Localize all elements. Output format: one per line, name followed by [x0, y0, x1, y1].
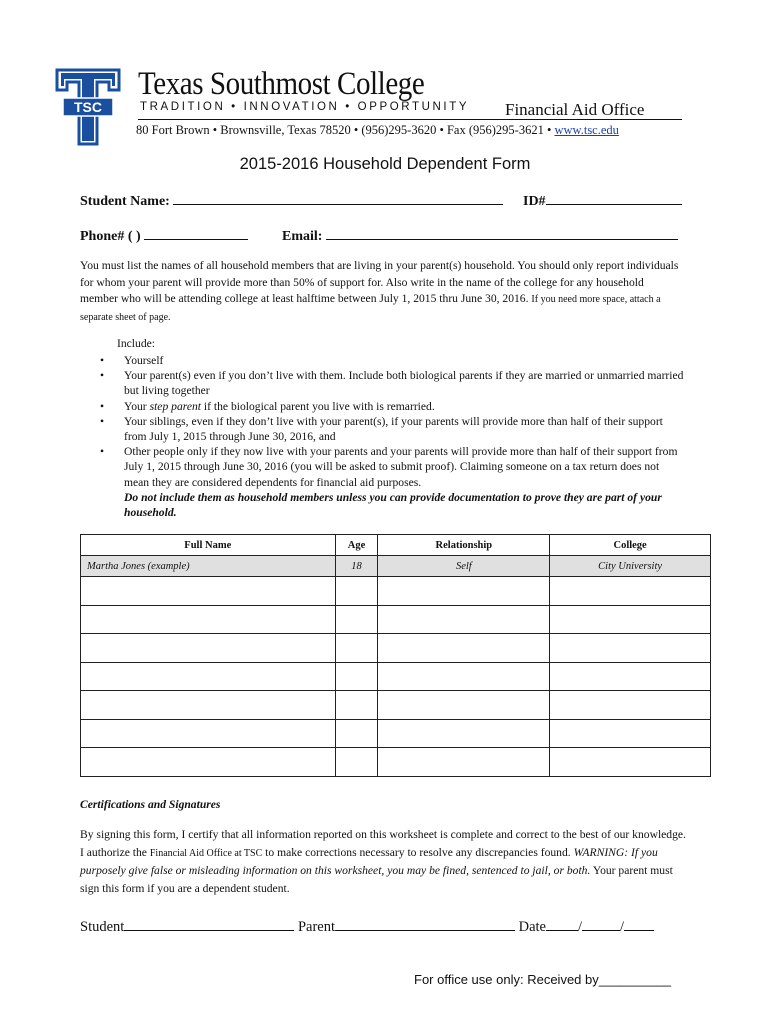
header-rule: [138, 119, 682, 120]
age-cell[interactable]: [335, 719, 378, 748]
list-item-text: Yourself: [124, 354, 164, 367]
cert-text: Your parent must sign this form if you are a dependent student.: [80, 864, 673, 895]
instructions-paragraph: [80, 258, 684, 326]
include-label: Include:: [117, 337, 155, 350]
list-item: [100, 414, 685, 444]
name-cell[interactable]: [81, 662, 336, 691]
relationship-cell[interactable]: [378, 634, 550, 663]
include-list: [100, 353, 685, 490]
list-item-text: Other people only if they now live with your parents and your parents will provide more than half of their support from July 1, 2015 through June 30, 2016 (you will be asked to submit proof). Claiming someone on a tax return does not mean they are considered dependents for financial aid purposes.: [124, 445, 678, 489]
age-cell[interactable]: [335, 748, 378, 777]
list-item-text: Your: [124, 399, 150, 413]
student-signature-label: Student: [80, 919, 125, 935]
date-label: Date: [518, 919, 546, 935]
parent-signature-label: Parent: [297, 919, 335, 935]
date-separator: /: [620, 919, 625, 935]
example-name: Martha Jones (example): [81, 556, 336, 577]
age-cell[interactable]: [335, 577, 378, 606]
tsc-logo: [55, 68, 121, 146]
name-cell[interactable]: [81, 748, 336, 777]
list-item-text: if the biological parent you live with is remarried.: [201, 399, 435, 413]
student-signature-field[interactable]: [124, 917, 294, 931]
college-cell[interactable]: [550, 577, 711, 606]
logo-text: TSC: [74, 99, 102, 115]
college-cell[interactable]: [550, 605, 711, 634]
list-item-text: Your parent(s) even if you don’t live with them. Include both biological parents if they are married or unmarried married but living together: [124, 369, 684, 398]
certifications-paragraph: [80, 826, 690, 897]
id-label: ID#: [523, 194, 546, 209]
bullet-icon: •: [100, 414, 105, 428]
name-cell[interactable]: [81, 634, 336, 663]
list-item: [100, 444, 685, 490]
cert-warning: WARNING: If you purposely give false or misleading information on this worksheet, you may be fined, sentenced to jail, or both.: [80, 845, 658, 877]
phone-row: [80, 227, 248, 245]
cert-text-small: Financial Aid Office at TSC: [149, 847, 263, 859]
example-row: [81, 556, 711, 577]
date-year-field[interactable]: [624, 917, 654, 931]
relationship-cell[interactable]: [378, 577, 550, 606]
list-item: [100, 353, 685, 368]
email-row: [282, 227, 678, 245]
example-college: City University: [550, 556, 711, 577]
header-full-name: Full Name: [81, 535, 336, 556]
date-day-field[interactable]: [582, 917, 620, 931]
bullet-icon: •: [100, 399, 105, 413]
household-table: [80, 534, 711, 777]
student-name-field[interactable]: [173, 192, 503, 205]
date-separator: /: [577, 919, 583, 935]
parent-signature-field[interactable]: [335, 917, 515, 931]
header-age: Age: [335, 535, 378, 556]
office-use-note: For office use only: Received by__________: [414, 972, 672, 987]
bullet-icon: •: [100, 445, 105, 459]
bullet-icon: •: [100, 369, 105, 383]
student-name-row: [80, 192, 503, 210]
age-cell[interactable]: [335, 691, 378, 720]
relationship-cell[interactable]: [378, 605, 550, 634]
address-text: 80 Fort Brown • Brownsville, Texas 78520 • (956)295-3620 • Fax (956)295-3621 •: [136, 123, 555, 137]
bullet-icon: •: [100, 354, 105, 367]
documentation-warning: Do not include them as household members unless you can provide documentation to prove they are part of your household.: [124, 491, 662, 520]
cert-text: to make corrections necessary to resolve any discrepancies found.: [262, 845, 571, 859]
name-cell[interactable]: [81, 605, 336, 634]
email-label: Email:: [282, 229, 323, 244]
college-cell[interactable]: [550, 634, 711, 663]
cert-text: By signing this form, I certify that all information reported on this worksheet is complete and correct to the best of our knowledge. I authorize the: [80, 828, 686, 859]
table-row: [81, 748, 711, 777]
age-cell[interactable]: [335, 605, 378, 634]
list-item: [100, 399, 685, 414]
relationship-cell[interactable]: [378, 719, 550, 748]
address-line: [136, 123, 619, 138]
name-cell[interactable]: [81, 719, 336, 748]
header-relationship: Relationship: [378, 535, 550, 556]
phone-field[interactable]: [144, 227, 248, 240]
college-cell[interactable]: [550, 719, 711, 748]
table-row: [81, 719, 711, 748]
id-row: [523, 192, 682, 210]
age-cell[interactable]: [335, 634, 378, 663]
list-item: [100, 368, 685, 398]
college-tagline: TRADITION • INNOVATION • OPPORTUNITY: [140, 101, 470, 113]
table-row: [81, 691, 711, 720]
college-name: Texas Southmost College: [138, 66, 425, 102]
age-cell[interactable]: [335, 662, 378, 691]
student-name-label: Student Name:: [80, 194, 170, 209]
id-field[interactable]: [546, 192, 682, 205]
instructions-note: If you need more space, attach a separate sheet of page.: [80, 294, 661, 323]
signature-row: [80, 917, 654, 936]
table-row: [81, 605, 711, 634]
phone-label: Phone# ( ): [80, 229, 141, 244]
relationship-cell[interactable]: [378, 691, 550, 720]
instructions-text: You must list the names of all household members that are living in your parent(s) household. You should only report individuals for whom your parent will provide more than 50% of support for. Also write in the name of the college for any household member who will be attending college at least halftime between July 1, 2015 thru June 30, 2016.: [80, 259, 679, 305]
table-row: [81, 662, 711, 691]
date-month-field[interactable]: [546, 917, 578, 931]
table-row: [81, 634, 711, 663]
header-college: College: [550, 535, 711, 556]
list-item-text: Your siblings, even if they don’t live with your parent(s), if your parents will provide more than half of their support from July 1, 2015 through June 30, 2016, and: [124, 414, 663, 444]
certifications-title: Certifications and Signatures: [80, 798, 221, 811]
relationship-cell[interactable]: [378, 748, 550, 777]
website-link[interactable]: www.tsc.edu: [554, 123, 619, 137]
office-name: Financial Aid Office: [505, 100, 645, 119]
table-row: [81, 577, 711, 606]
list-item-emphasis: step parent: [149, 399, 201, 413]
relationship-cell[interactable]: [378, 662, 550, 691]
example-relationship: Self: [378, 556, 550, 577]
name-cell[interactable]: [81, 577, 336, 606]
email-field[interactable]: [326, 227, 678, 240]
table-header-row: [81, 535, 711, 556]
example-age: 18: [335, 556, 378, 577]
college-cell[interactable]: [550, 691, 711, 720]
name-cell[interactable]: [81, 691, 336, 720]
college-cell[interactable]: [550, 748, 711, 777]
form-title: 2015-2016 Household Dependent Form: [239, 155, 531, 173]
college-cell[interactable]: [550, 662, 711, 691]
